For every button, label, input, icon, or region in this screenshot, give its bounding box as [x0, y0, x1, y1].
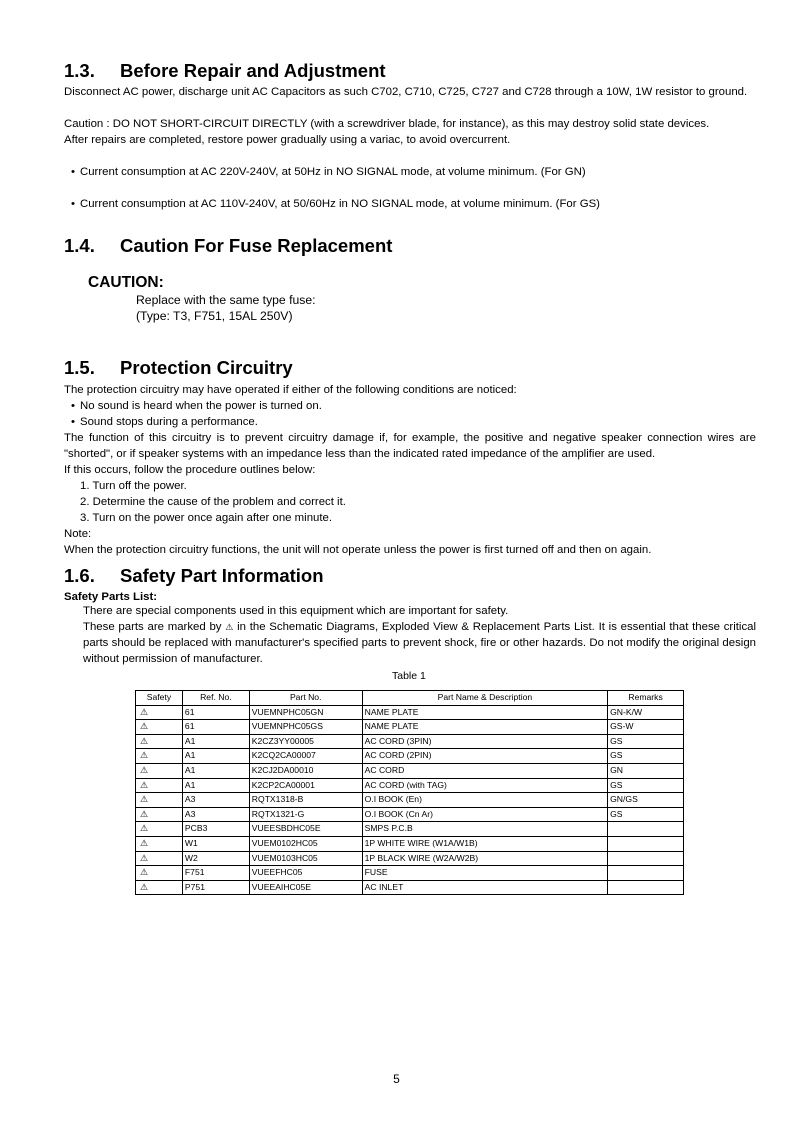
table-cell-desc: O.I BOOK (En) [362, 793, 607, 808]
safety-cell [136, 705, 183, 720]
paragraph: After repairs are completed, restore power gradually using a variac, to avoid overcurrent. [64, 134, 511, 146]
table-cell-part: VUEEAIHC05E [249, 880, 362, 895]
table-cell-desc: AC CORD [362, 763, 607, 778]
table-cell-part: VUEEFHC05 [249, 866, 362, 881]
section-title: Safety Part Information [120, 565, 324, 586]
step-item: 1. Turn off the power. [80, 480, 187, 492]
table-cell-desc: O.I BOOK (Cn Ar) [362, 807, 607, 822]
bullet-item: • Current consumption at AC 220V-240V, at 50Hz in NO SIGNAL mode, at volume minimum. (For GN) [71, 164, 586, 180]
table-cell-remarks [608, 880, 684, 895]
table-cell-ref: PCB3 [182, 822, 249, 837]
safety-cell [136, 851, 183, 866]
table-cell-part: VUEM0102HC05 [249, 836, 362, 851]
warning-triangle-icon: ⚠ [140, 750, 149, 761]
warning-triangle-icon: ⚠ [225, 622, 234, 632]
note-label: Note: [64, 528, 92, 540]
table-cell-desc: 1P BLACK WIRE (W2A/W2B) [362, 851, 607, 866]
table-cell-remarks [608, 822, 684, 837]
bullet-item: • Current consumption at AC 110V-240V, at 50/60Hz in NO SIGNAL mode, at volume minimum. (For GS) [71, 196, 600, 212]
paragraph [83, 619, 756, 667]
safety-cell [136, 822, 183, 837]
table-cell-ref: W1 [182, 836, 249, 851]
column-header: Remarks [608, 691, 684, 706]
table-row [136, 763, 684, 778]
safety-cell [136, 793, 183, 808]
safety-cell [136, 763, 183, 778]
safety-cell [136, 778, 183, 793]
table-row [136, 807, 684, 822]
table-cell-remarks [608, 866, 684, 881]
table-cell-ref: 61 [182, 720, 249, 735]
table-cell-ref: A1 [182, 778, 249, 793]
section-number: 1.3. [64, 60, 95, 81]
section-number: 1.6. [64, 565, 95, 586]
safety-cell [136, 720, 183, 735]
table-cell-desc: SMPS P.C.B [362, 822, 607, 837]
table-row [136, 880, 684, 895]
table-cell-part: K2CZ3YY00005 [249, 734, 362, 749]
table-cell-part: VUEM0103HC05 [249, 851, 362, 866]
table-cell-ref: A1 [182, 734, 249, 749]
warning-triangle-icon: ⚠ [140, 794, 149, 805]
paragraph-end: in the Schematic Diagrams, Exploded View & Replacement Parts List. It is essential that these critical parts should be replaced with manufacturer's specified parts to prevent shock, fire or other hazards. Do not modify the original design without permission of manufacturer. [83, 621, 757, 665]
caution-label: CAUTION: [88, 274, 164, 291]
section-title: Caution For Fuse Replacement [120, 235, 393, 256]
table-cell-remarks: GS [608, 778, 684, 793]
section-number: 1.5. [64, 357, 95, 378]
table-cell-remarks: GN/GS [608, 793, 684, 808]
bullet-item: • Sound stops during a performance. [71, 414, 258, 430]
table-cell-remarks [608, 836, 684, 851]
table-cell-desc: AC CORD (2PIN) [362, 749, 607, 764]
safety-parts-table [135, 690, 684, 895]
warning-triangle-icon: ⚠ [140, 867, 149, 878]
warning-triangle-icon: ⚠ [140, 808, 149, 819]
table-row [136, 720, 684, 735]
paragraph: If this occurs, follow the procedure outlines below: [64, 464, 316, 476]
section-title: Before Repair and Adjustment [120, 60, 386, 81]
table-cell-remarks: GS [608, 749, 684, 764]
table-cell-desc: AC INLET [362, 880, 607, 895]
table-row [136, 793, 684, 808]
column-header: Part No. [249, 691, 362, 706]
section-1-3-heading [64, 60, 386, 82]
table-cell-part: VUEESBDHC05E [249, 822, 362, 837]
safety-cell [136, 880, 183, 895]
table-cell-desc: AC CORD (3PIN) [362, 734, 607, 749]
section-1-5-heading [64, 357, 293, 379]
table-row [136, 822, 684, 837]
warning-triangle-icon: ⚠ [140, 852, 149, 863]
table-cell-desc: 1P WHITE WIRE (W1A/W1B) [362, 836, 607, 851]
table-row [136, 866, 684, 881]
bullet-item: • No sound is heard when the power is turned on. [71, 398, 322, 414]
caution-text: (Type: T3, F751, 15AL 250V) [136, 309, 293, 323]
paragraph-start: These parts are marked by [83, 621, 222, 633]
warning-triangle-icon: ⚠ [140, 721, 149, 732]
paragraph: Caution : DO NOT SHORT-CIRCUIT DIRECTLY (with a screwdriver blade, for instance), as this may destroy solid state devices. [64, 118, 710, 130]
warning-triangle-icon: ⚠ [140, 837, 149, 848]
safety-cell [136, 749, 183, 764]
table-cell-part: RQTX1321-G [249, 807, 362, 822]
paragraph: There are special components used in this equipment which are important for safety. [83, 605, 509, 617]
table-cell-ref: A3 [182, 807, 249, 822]
warning-triangle-icon: ⚠ [140, 735, 149, 746]
safety-cell [136, 866, 183, 881]
safety-cell [136, 734, 183, 749]
table-cell-remarks: GS [608, 807, 684, 822]
table-row [136, 836, 684, 851]
table-cell-part: VUEMNPHC05GN [249, 705, 362, 720]
table-cell-ref: A1 [182, 763, 249, 778]
warning-triangle-icon: ⚠ [140, 823, 149, 834]
caution-text: Replace with the same type fuse: [136, 293, 316, 307]
warning-triangle-icon: ⚠ [140, 706, 149, 717]
warning-triangle-icon: ⚠ [140, 779, 149, 790]
table-cell-remarks: GS-W [608, 720, 684, 735]
paragraph: The protection circuitry may have operated if either of the following conditions are noticed: [64, 384, 517, 396]
table-cell-ref: A3 [182, 793, 249, 808]
table-cell-part: VUEMNPHC05GS [249, 720, 362, 735]
table-header-row [136, 691, 684, 706]
table-cell-desc: FUSE [362, 866, 607, 881]
table-cell-desc: NAME PLATE [362, 720, 607, 735]
table-cell-remarks: GS [608, 734, 684, 749]
page-number: 5 [393, 1072, 400, 1086]
table-row [136, 749, 684, 764]
table-cell-ref: W2 [182, 851, 249, 866]
table-cell-desc: AC CORD (with TAG) [362, 778, 607, 793]
table-cell-part: K2CP2CA00001 [249, 778, 362, 793]
section-1-6-heading [64, 565, 324, 587]
table-cell-part: K2CJ2DA00010 [249, 763, 362, 778]
subheading: Safety Parts List: [64, 591, 158, 603]
safety-cell [136, 807, 183, 822]
table-cell-ref: A1 [182, 749, 249, 764]
warning-triangle-icon: ⚠ [140, 764, 149, 775]
table-cell-part: RQTX1318-B [249, 793, 362, 808]
step-item: 3. Turn on the power once again after one minute. [80, 512, 333, 524]
safety-cell [136, 836, 183, 851]
step-item: 2. Determine the cause of the problem and correct it. [80, 496, 346, 508]
section-title: Protection Circuitry [120, 357, 293, 378]
table-row [136, 734, 684, 749]
warning-triangle-icon: ⚠ [140, 881, 149, 892]
table-cell-ref: P751 [182, 880, 249, 895]
table-row [136, 705, 684, 720]
table-row [136, 778, 684, 793]
table-cell-ref: F751 [182, 866, 249, 881]
section-number: 1.4. [64, 235, 95, 256]
table-row [136, 851, 684, 866]
section-1-4-heading [64, 235, 392, 257]
table-cell-remarks: GN-K/W [608, 705, 684, 720]
table-cell-desc: NAME PLATE [362, 705, 607, 720]
table-cell-remarks: GN [608, 763, 684, 778]
table-cell-ref: 61 [182, 705, 249, 720]
note-text: When the protection circuitry functions, the unit will not operate unless the power is first turned off and then on again. [64, 544, 652, 556]
table-cell-remarks [608, 851, 684, 866]
table-cell-part: K2CQ2CA00007 [249, 749, 362, 764]
column-header: Part Name & Description [362, 691, 607, 706]
column-header: Safety [136, 691, 183, 706]
paragraph: Disconnect AC power, discharge unit AC Capacitors as such C702, C710, C725, C727 and C728 through a 10W, 1W resistor to ground. [64, 86, 748, 98]
column-header: Ref. No. [182, 691, 249, 706]
table-caption: Table 1 [392, 670, 426, 682]
paragraph: The function of this circuitry is to prevent circuitry damage if, for example, the positive and negative speaker connection wires are "shorted", or if speaker systems with an impedance less than the indicated rated impedance of the amplifier are used. [64, 432, 756, 460]
